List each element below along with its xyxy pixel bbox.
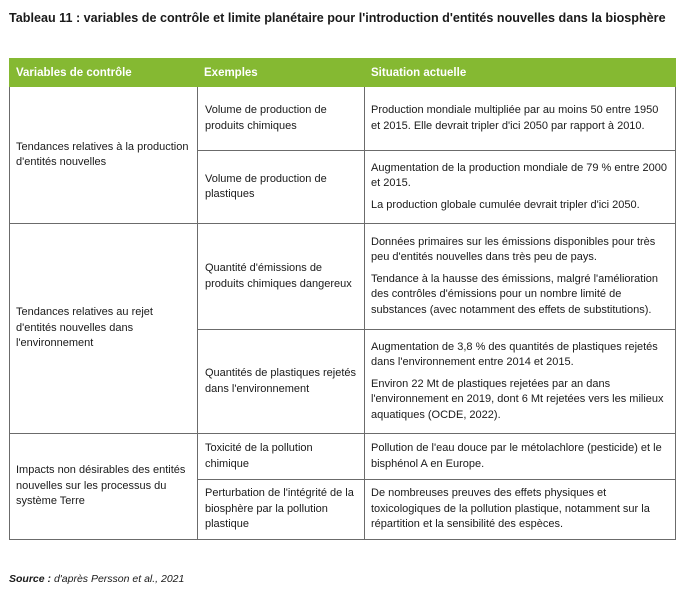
- example-cell: Quantité d'émissions de produits chimiques dangereux: [198, 224, 365, 330]
- situation-text: Augmentation de la production mondiale de 79 % entre 2000 et 2015.: [371, 161, 667, 190]
- situation-cell: [365, 480, 676, 540]
- situation-text: La production globale cumulée devrait tripler d'ici 2050.: [371, 198, 640, 211]
- situation-text: Pollution de l'eau douce par le métolachlore (pesticide) et le bisphénol A en Europe.: [371, 442, 662, 470]
- example-cell: Quantités de plastiques rejetés dans l'environnement: [198, 330, 365, 434]
- table-row: [10, 224, 676, 330]
- table-title: Tableau 11 : variables de contrôle et limite planétaire pour l'introduction d'entités nouvelles dans la biosphère: [9, 11, 666, 25]
- example-cell: Volume de production de plastiques: [198, 151, 365, 224]
- situation-text: Augmentation de 3,8 % des quantités de plastiques rejetés dans l'environnement entre 2014 et 2015.: [371, 340, 658, 369]
- header-exemples: Exemples: [198, 59, 365, 87]
- table-header-row: [10, 59, 676, 87]
- source-text: d'après Persson et al., 2021: [53, 573, 185, 585]
- situation-cell: [365, 434, 676, 480]
- header-situation: Situation actuelle: [365, 59, 676, 87]
- variable-cell-rejet: Tendances relatives au rejet d'entités nouvelles dans l'environnement: [10, 224, 198, 434]
- control-variables-table: [9, 58, 676, 540]
- table-row: [10, 87, 676, 151]
- source-note: [9, 573, 184, 585]
- situation-text: Tendance à la hausse des émissions, malgré l'amélioration des contrôles d'émissions pour un nombre limité de substances (avec notamment des effets de substitutions).: [371, 272, 659, 316]
- table-row: [10, 434, 676, 480]
- example-cell: Volume de production de produits chimiques: [198, 87, 365, 151]
- situation-text: De nombreuses preuves des effets physiques et toxicologiques de la pollution plastique, notamment sur la répartition et la sensibilité des espèces.: [371, 487, 650, 531]
- example-cell: Toxicité de la pollution chimique: [198, 434, 365, 480]
- variable-cell-impacts: Impacts non désirables des entités nouvelles sur les processus du système Terre: [10, 434, 198, 540]
- source-label: Source :: [9, 573, 52, 585]
- situation-cell: [365, 87, 676, 151]
- situation-text: Production mondiale multipliée par au moins 50 entre 1950 et 2015. Elle devrait tripler d'ici 2050 par rapport à 2010.: [371, 104, 659, 132]
- header-variables: Variables de contrôle: [10, 59, 198, 87]
- situation-cell: [365, 151, 676, 224]
- situation-cell: [365, 224, 676, 330]
- situation-text: Données primaires sur les émissions disponibles pour très peu d'entités nouvelles dans très peu de pays.: [371, 235, 656, 264]
- situation-text: Environ 22 Mt de plastiques rejetées par an dans l'environnement en 2019, dont 6 Mt rejetées vers les milieux aquatiques (OCDE, 2022).: [371, 377, 664, 421]
- situation-cell: [365, 330, 676, 434]
- example-cell: Perturbation de l'intégrité de la biosphère par la pollution plastique: [198, 480, 365, 540]
- variable-cell-production: Tendances relatives à la production d'entités nouvelles: [10, 87, 198, 224]
